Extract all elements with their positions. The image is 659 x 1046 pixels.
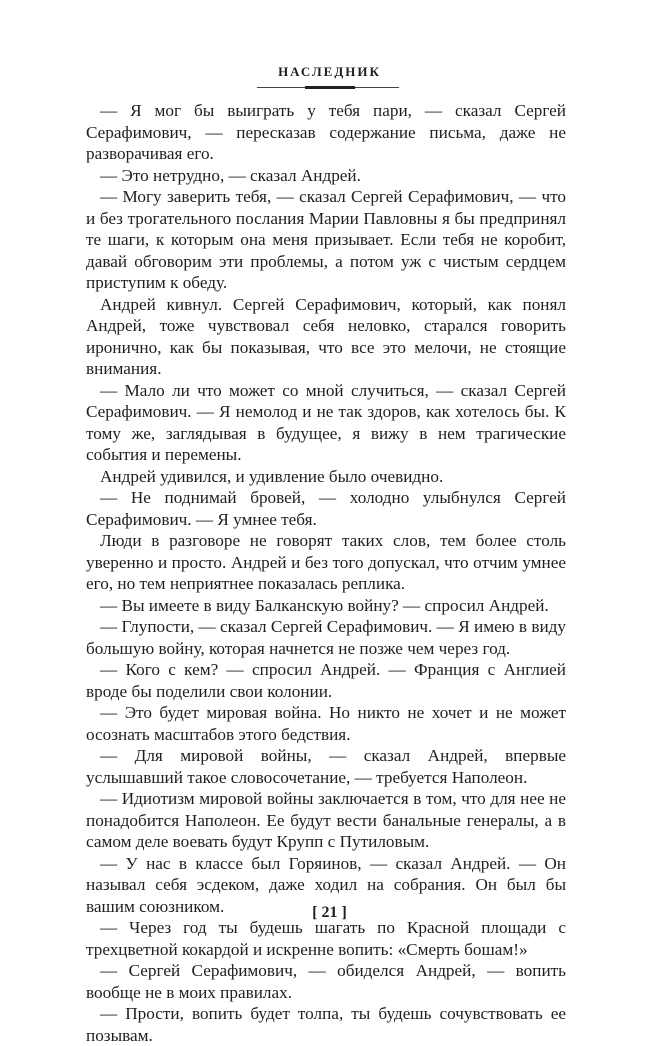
paragraph: — Мало ли что может со мной случиться, — сказал Сергей Серафимович. — Я немолод и не так здоров, как хотелось бы. К тому же, заглядывая в будущее, я вижу в нем трагические события и перемены. — [86, 380, 566, 464]
paragraph: Андрей кивнул. Сергей Серафимович, который, как понял Андрей, тоже чувствовал себя неловко, старался говорить иронично, как бы показывая, что все это мелочи, не стоящие внимания. — [86, 294, 566, 378]
paragraph: — Глупости, — сказал Сергей Серафимович. — Я имею в виду большую войну, которая начнется не позже чем через год. — [86, 617, 566, 658]
paragraph: — Это будет мировая война. Но никто не хочет и не может осознать масштабов этого бедствия. — [86, 703, 566, 744]
running-header: НАСЛЕДНИК — [278, 64, 381, 79]
paragraph: Андрей удивился, и удивление было очевидно. — [100, 466, 444, 486]
paragraph: — Для мировой войны, — сказал Андрей, впервые услышавший такое словосочетание, — требуется Наполеон. — [86, 746, 566, 787]
paragraph: — Могу заверить тебя, — сказал Сергей Серафимович, — что и без трогательного послания Марии Павловны я бы предпринял те шаги, к которым она меня призывает. Если тебя не коробит, давай обговорим эти проблемы, а потом уж с чистым сердцем приступим к обеду. — [86, 187, 566, 292]
paragraph: — Прости, вопить будет толпа, ты будешь сочувствовать ее позывам. — [86, 1004, 566, 1045]
paragraph: — У нас в классе был Горяинов, — сказал Андрей. — Он называл себя эсдеком, даже ходил на собрания. Он был бы вашим союзником. — [86, 853, 566, 916]
paragraph: — Сергей Серафимович, — обиделся Андрей, — вопить вообще не в моих правилах. — [86, 961, 566, 1002]
page-number: [ 21 ] — [312, 904, 347, 921]
paragraph: — Это нетрудно, — сказал Андрей. — [100, 165, 361, 185]
paragraph: — Не поднимай бровей, — холодно улыбнулся Сергей Серафимович. — Я умнее тебя. — [86, 488, 566, 529]
header-rule-accent — [305, 86, 355, 89]
paragraph: — Вы имеете в виду Балканскую войну? — спросил Андрей. — [100, 595, 549, 615]
paragraph: — Кого с кем? — спросил Андрей. — Франция с Англией вроде бы поделили свои колонии. — [86, 660, 566, 701]
paragraph: — Идиотизм мировой войны заключается в том, что для нее не понадобится Наполеон. Ее будут вести банальные генералы, а в самом деле воевать будут Крупп с Путиловым. — [86, 789, 566, 851]
paragraph: — Я мог бы выиграть у тебя пари, — сказал Сергей Серафимович, — пересказав содержание письма, даже не разворачивая его. — [86, 101, 566, 163]
paragraph: — Через год ты будешь шагать по Красной площади с трехцветной кокардой и искренне вопить: «Смерть бошам!» — [86, 918, 566, 959]
paragraph: Люди в разговоре не говорят таких слов, тем более столь уверенно и просто. Андрей и без того допускал, что отчим умнее его, но тем неприятнее показалась реплика. — [86, 531, 566, 593]
